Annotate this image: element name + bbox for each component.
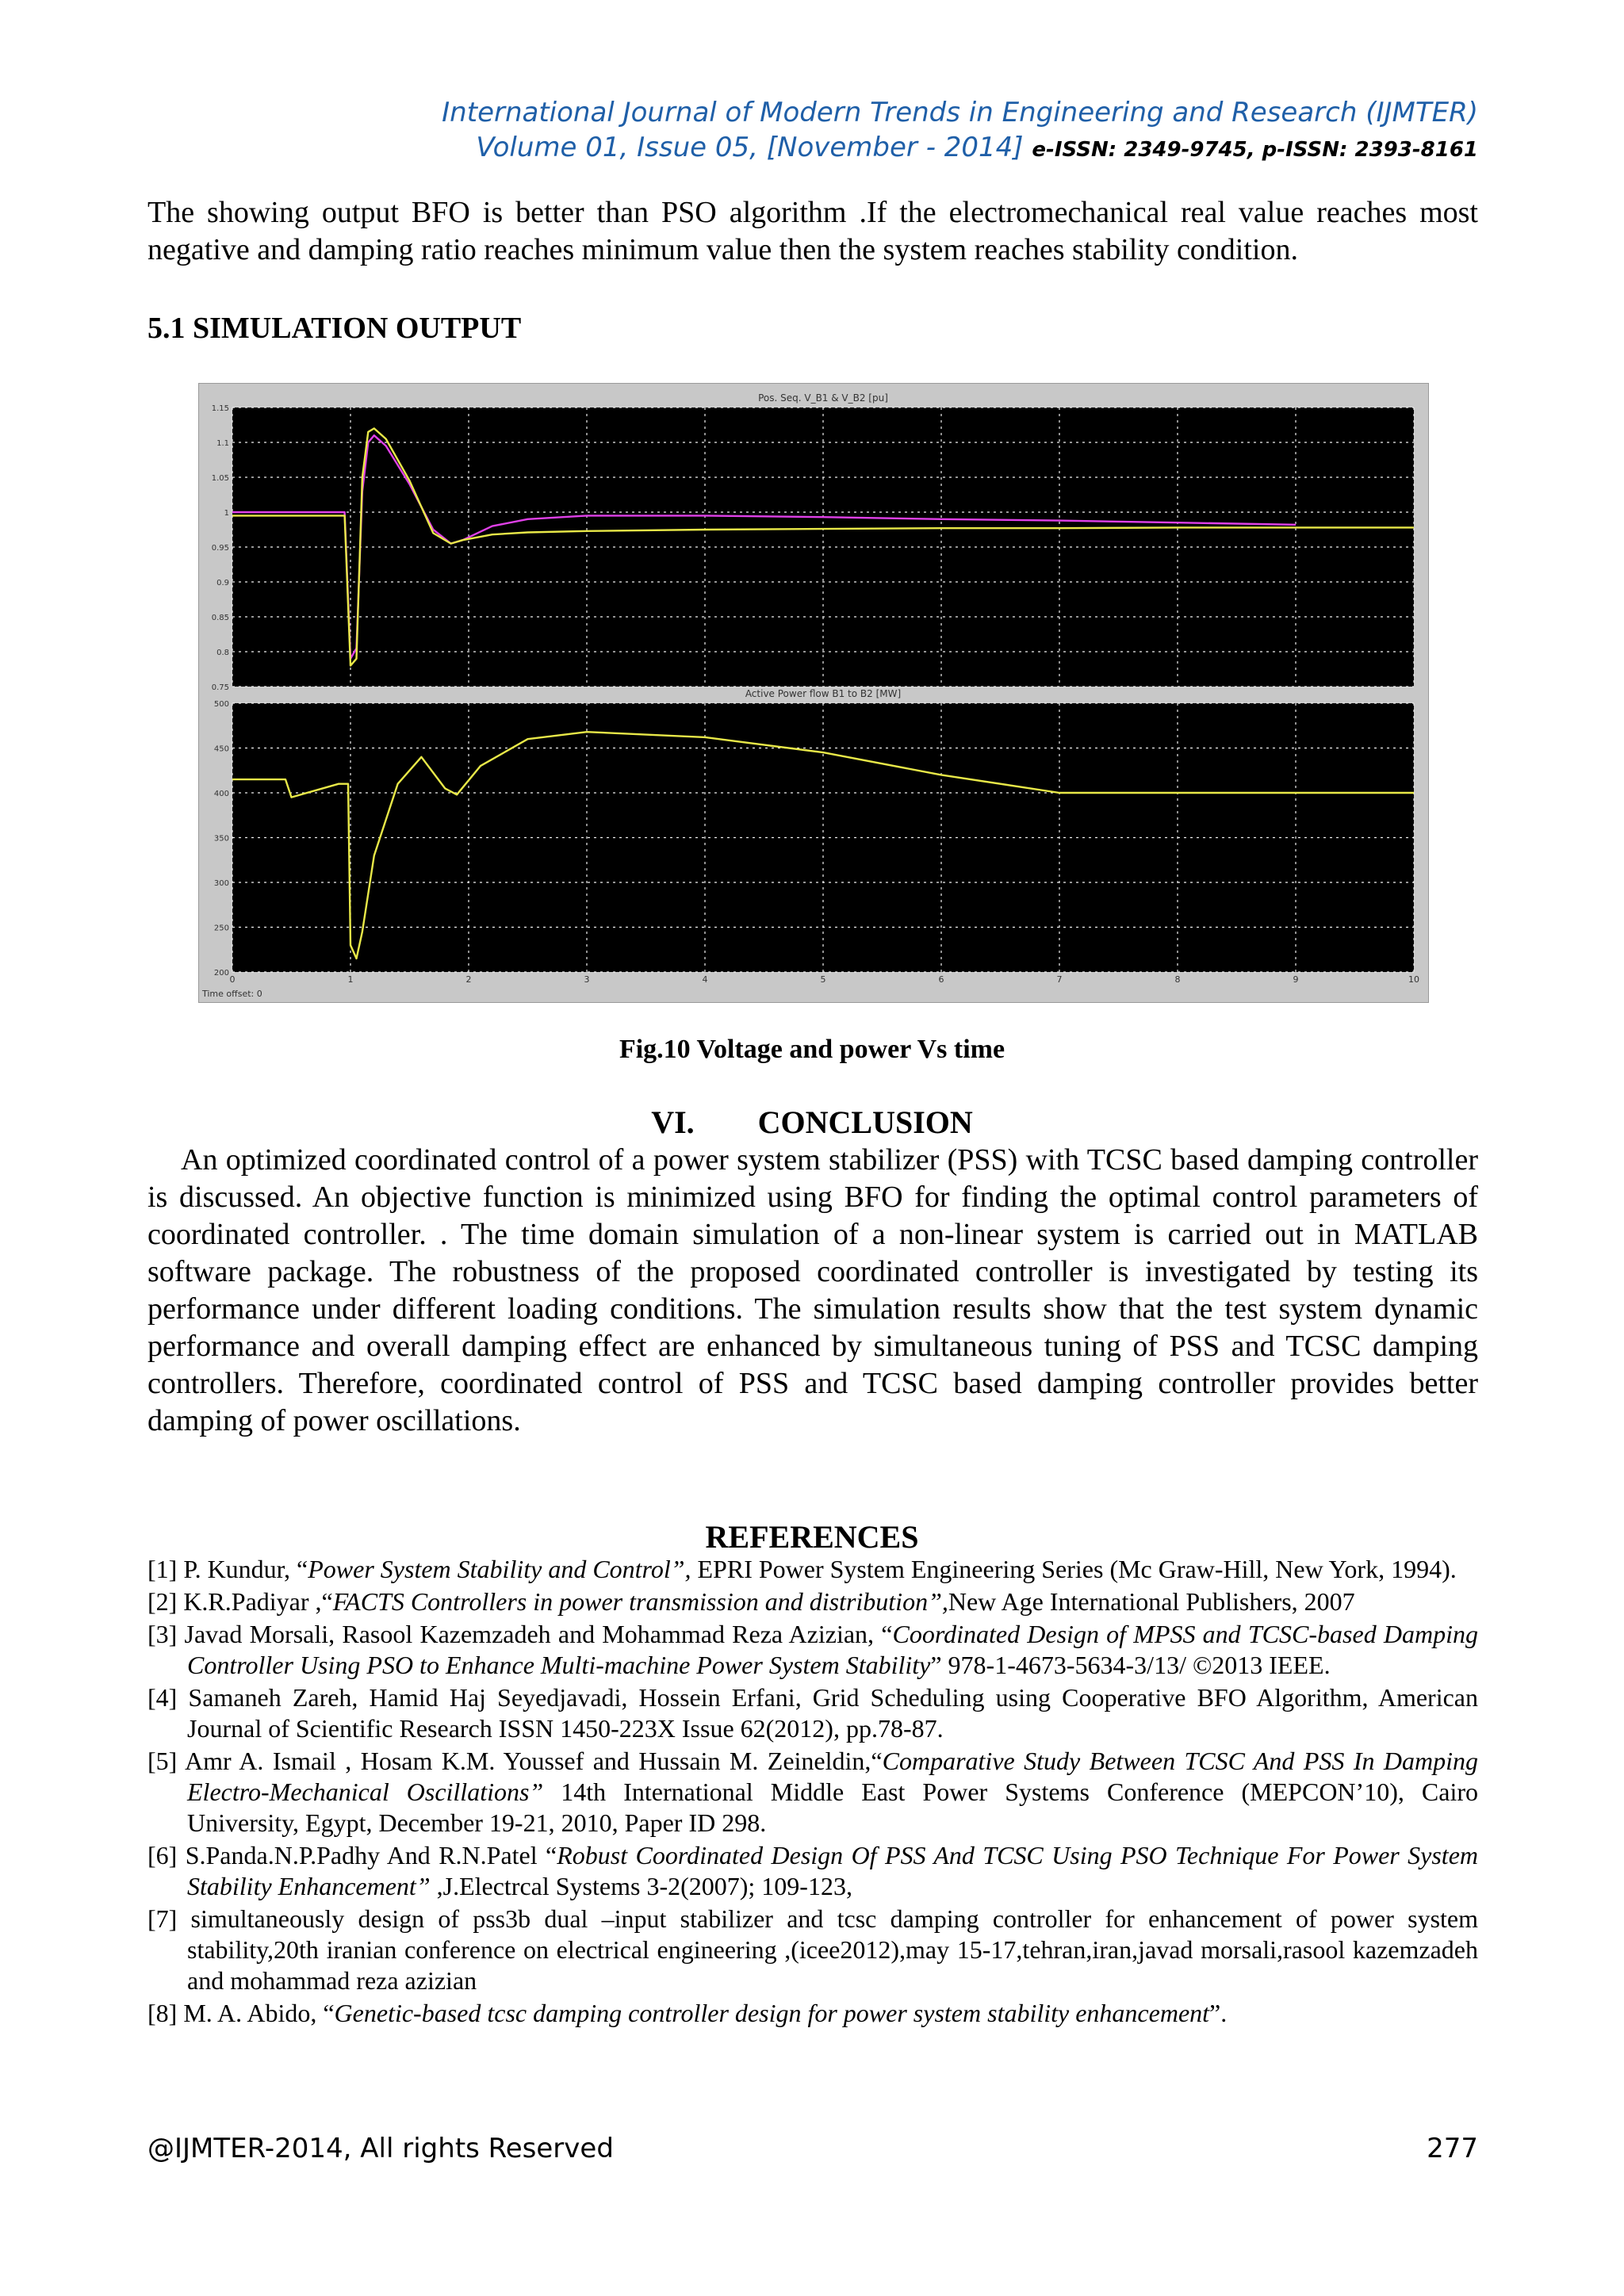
reference-item [147, 1998, 1478, 2029]
y-tick-label: 450 [213, 744, 229, 754]
references-heading: REFERENCES [705, 1519, 919, 1555]
reference-item [147, 1840, 1478, 1902]
x-tick-label: 3 [584, 974, 590, 985]
x-tick-label: 8 [1174, 974, 1181, 985]
x-tick-label: 4 [702, 974, 708, 985]
y-tick-label: 1.1 [216, 439, 229, 448]
journal-volume: Volume 01, Issue 05, [November - 2014] [476, 132, 1024, 163]
reference-item [147, 1554, 1478, 1585]
x-tick-label: 10 [1408, 974, 1419, 985]
conclusion-title: CONCLUSION [757, 1104, 973, 1140]
journal-title: International Journal of Modern Trends in Engineering and Research (IJMTER) [442, 97, 1478, 128]
reference-details: New Age International Publishers, 2007 [948, 1587, 1355, 1616]
x-tick-label: 7 [1056, 974, 1063, 985]
x-tick-label: 2 [465, 974, 472, 985]
references-list [147, 1554, 1478, 2030]
scope-plot [199, 384, 1428, 1002]
time-offset-label: Time offset: 0 [202, 989, 262, 999]
reference-authors: [6] S.Panda.N.P.Padhy And R.N.Patel “ [147, 1841, 557, 1869]
reference-authors: [8] M. A. Abido, “ [147, 1999, 335, 2027]
reference-item [147, 1746, 1478, 1839]
y-tick-label: 400 [213, 790, 229, 798]
x-tick-label: 0 [229, 974, 236, 985]
reference-authors: [1] P. Kundur, “ [147, 1555, 308, 1583]
x-tick-label: 6 [938, 974, 944, 985]
reference-details: ,J.Electrcal Systems 3-2(2007); 109-123, [430, 1872, 852, 1900]
figure-caption: Fig.10 Voltage and power Vs time [619, 1035, 1005, 1064]
y-tick-label: 1.05 [211, 474, 229, 483]
y-tick-label: 0.95 [211, 544, 229, 553]
reference-authors: [2] K.R.Padiyar ,“ [147, 1587, 333, 1616]
reference-details: EPRI Power System Engineering Series (Mc Graw-Hill, New York, 1994). [691, 1555, 1457, 1583]
reference-authors: [7] simultaneously design of pss3b dual –input stabilizer and tcsc damping controller for enhancement of power system stability,20th iranian conference on electrical engineering ,(icee2012),may 15-17,tehran,iran,javad morsali,rasool kazemzadeh and mohammad reza azizian [147, 1904, 1478, 1995]
y-tick-label: 0.85 [211, 614, 229, 622]
x-tick-label: 1 [347, 974, 354, 985]
y-tick-label: 0.9 [216, 579, 229, 587]
simulation-figure [198, 383, 1429, 1003]
journal-issn: e-ISSN: 2349-9745, p-ISSN: 2393-8161 [1032, 138, 1478, 162]
reference-details: ”. [1209, 1999, 1228, 2027]
y-tick-label: 350 [213, 834, 229, 844]
plot-title: Active Power flow B1 to B2 [MW] [745, 688, 902, 699]
section-heading-simulation: 5.1 SIMULATION OUTPUT [147, 312, 522, 345]
reference-title: FACTS Controllers in power transmission and distribution”, [332, 1587, 948, 1616]
conclusion-number: VI. [651, 1104, 695, 1140]
y-tick-label: 1 [224, 509, 229, 518]
intro-paragraph: The showing output BFO is better than PSO algorithm .If the electromechanical real value reaches most negative and damping ratio reaches minimum value then the system reaches stability condition. [147, 196, 1478, 266]
reference-details: 14th International Middle East Power Systems Conference (MEPCON’10), Cairo University, Egypt, December 19-21, 2010, Paper ID 298. [187, 1777, 1479, 1837]
x-tick-label: 5 [820, 974, 826, 985]
conclusion-text: An optimized coordinated control of a power system stabilizer (PSS) with TCSC based damping controller is discussed. An objective function is minimized using BFO for finding the optimal control parameters of coordinated controller. . The time domain simulation of a non-linear system is carried out in MATLAB software package. The robustness of the proposed coordinated controller is investigated by testing its performance under different loading conditions. The simulation results show that the test system dynamic performance and overall damping effect are enhanced by simultaneous tuning of PSS and TCSC damping controllers. Therefore, coordinated control of PSS and TCSC based damping controller provides better damping of power oscillations. [147, 1143, 1478, 1437]
reference-item [147, 1619, 1478, 1681]
plot-title: Pos. Seq. V_B1 & V_B2 [pu] [758, 392, 888, 404]
reference-title: Genetic-based tcsc damping controller design for power system stability enhancement [334, 1999, 1210, 2027]
reference-authors: [4] Samaneh Zareh, Hamid Haj Seyedjavadi, Hossein Erfani, Grid Scheduling using Cooperative BFO Algorithm, American Journal of Scientific Research ISSN 1450-223X Issue 62(2012), pp.78-87. [147, 1683, 1478, 1743]
y-tick-label: 250 [213, 924, 229, 933]
reference-title: Comparative Study Between TCSC And PSS In Damping Electro-Mechanical Oscillations” [187, 1747, 1479, 1806]
journal-header [442, 95, 1478, 167]
reference-title: Power System Stability and Control”, [308, 1555, 691, 1583]
page-footer [147, 2133, 1478, 2164]
reference-title: Coordinated Design of MPSS and TCSC-based Damping Controller Using PSO to Enhance Multi-machine Power System Stability [187, 1620, 1479, 1679]
y-tick-label: 500 [213, 700, 229, 709]
y-tick-label: 1.15 [211, 404, 229, 413]
reference-item [147, 1904, 1478, 1996]
journal-volume-line [442, 130, 1478, 167]
reference-title: Robust Coordinated Design Of PSS And TCSC Using PSO Technique For Power System Stability Enhancement” [187, 1841, 1479, 1900]
y-tick-label: 200 [213, 969, 229, 978]
copyright-text: @IJMTER-2014, All rights Reserved [147, 2133, 614, 2164]
reference-item [147, 1682, 1478, 1744]
conclusion-heading [0, 1104, 1624, 1141]
y-tick-label: 300 [213, 879, 229, 888]
reference-item [147, 1586, 1478, 1617]
reference-details: ” 978-1-4673-5634-3/13/ ©2013 IEEE. [930, 1651, 1331, 1679]
reference-authors: [5] Amr A. Ismail , Hosam K.M. Youssef and Hussain M. Zeineldin,“ [147, 1747, 883, 1775]
reference-authors: [3] Javad Morsali, Rasool Kazemzadeh and Mohammad Reza Azizian, “ [147, 1620, 893, 1648]
page-number: 277 [1427, 2133, 1478, 2164]
x-tick-label: 9 [1293, 974, 1299, 985]
y-tick-label: 0.8 [216, 649, 229, 657]
y-tick-label: 0.75 [211, 683, 229, 692]
